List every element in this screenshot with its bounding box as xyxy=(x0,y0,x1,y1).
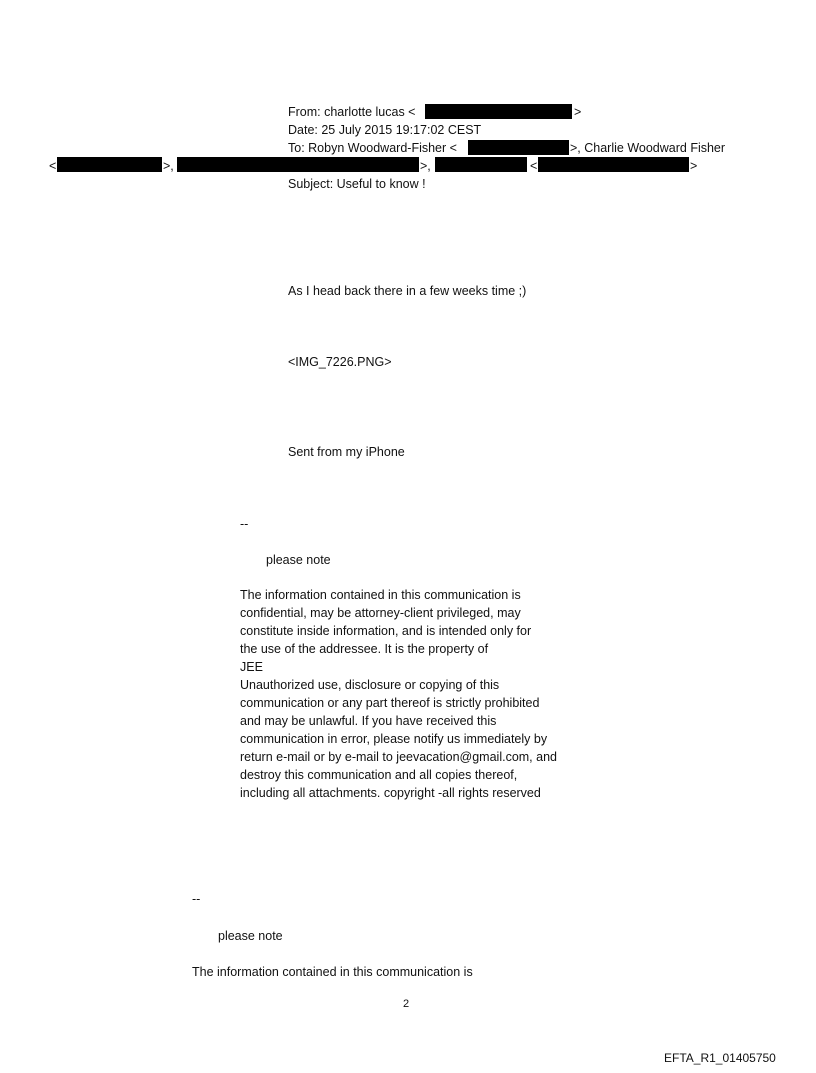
disclaimer-line: Unauthorized use, disclosure or copying of this xyxy=(240,678,500,692)
from-close: > xyxy=(574,105,582,119)
redaction-recipient-3 xyxy=(177,157,419,172)
separator-2: -- xyxy=(192,892,201,906)
cc-open: < xyxy=(49,159,57,173)
please-note-heading-1: please note xyxy=(266,553,331,567)
disclaimer-line: JEE xyxy=(240,660,263,674)
separator-1: -- xyxy=(240,517,249,531)
disclaimer-line: and may be unlawful. If you have received this xyxy=(240,714,497,728)
body-line: As I head back there in a few weeks time ;) xyxy=(288,284,527,298)
document-id: EFTA_R1_01405750 xyxy=(664,1051,776,1065)
please-note-heading-2: please note xyxy=(218,929,283,943)
attachment-name: <IMG_7226.PNG> xyxy=(288,355,392,369)
date-line: Date: 25 July 2015 19:17:02 CEST xyxy=(288,123,482,137)
from-label: From: charlotte lucas < xyxy=(288,105,416,119)
to-label: To: Robyn Woodward-Fisher < xyxy=(288,141,457,155)
redaction-from-email xyxy=(425,104,572,119)
disclaimer-line: constitute inside information, and is intended only for xyxy=(240,624,532,638)
redaction-recipient-4-name xyxy=(435,157,527,172)
disclaimer-line: The information contained in this communication is xyxy=(240,588,521,602)
redaction-to-email-2 xyxy=(57,157,162,172)
cc-open-2: < xyxy=(530,159,538,173)
disclaimer-line: destroy this communication and all copies thereof, xyxy=(240,768,518,782)
cc-sep-1: >, xyxy=(163,159,174,173)
subject-line: Subject: Useful to know ! xyxy=(288,177,426,191)
disclaimer-line-2: The information contained in this communication is xyxy=(192,965,473,979)
signature: Sent from my iPhone xyxy=(288,445,405,459)
page-number: 2 xyxy=(403,998,410,1010)
disclaimer-line: communication or any part thereof is strictly prohibited xyxy=(240,696,540,710)
disclaimer-line: the use of the addressee. It is the property of xyxy=(240,642,489,656)
cc-sep-2: >, xyxy=(420,159,431,173)
redaction-recipient-4-email xyxy=(538,157,689,172)
disclaimer-line: communication in error, please notify us immediately by xyxy=(240,732,548,746)
disclaimer-line: confidential, may be attorney-client privileged, may xyxy=(240,606,521,620)
disclaimer-paragraph-1 xyxy=(240,586,557,802)
disclaimer-line: return e-mail or by e-mail to jeevacation@gmail.com, and xyxy=(240,750,557,764)
redaction-to-email-1 xyxy=(468,140,569,155)
to-mid: >, Charlie Woodward Fisher xyxy=(570,141,726,155)
cc-close: > xyxy=(690,159,698,173)
disclaimer-line: including all attachments. copyright -all rights reserved xyxy=(240,786,541,800)
